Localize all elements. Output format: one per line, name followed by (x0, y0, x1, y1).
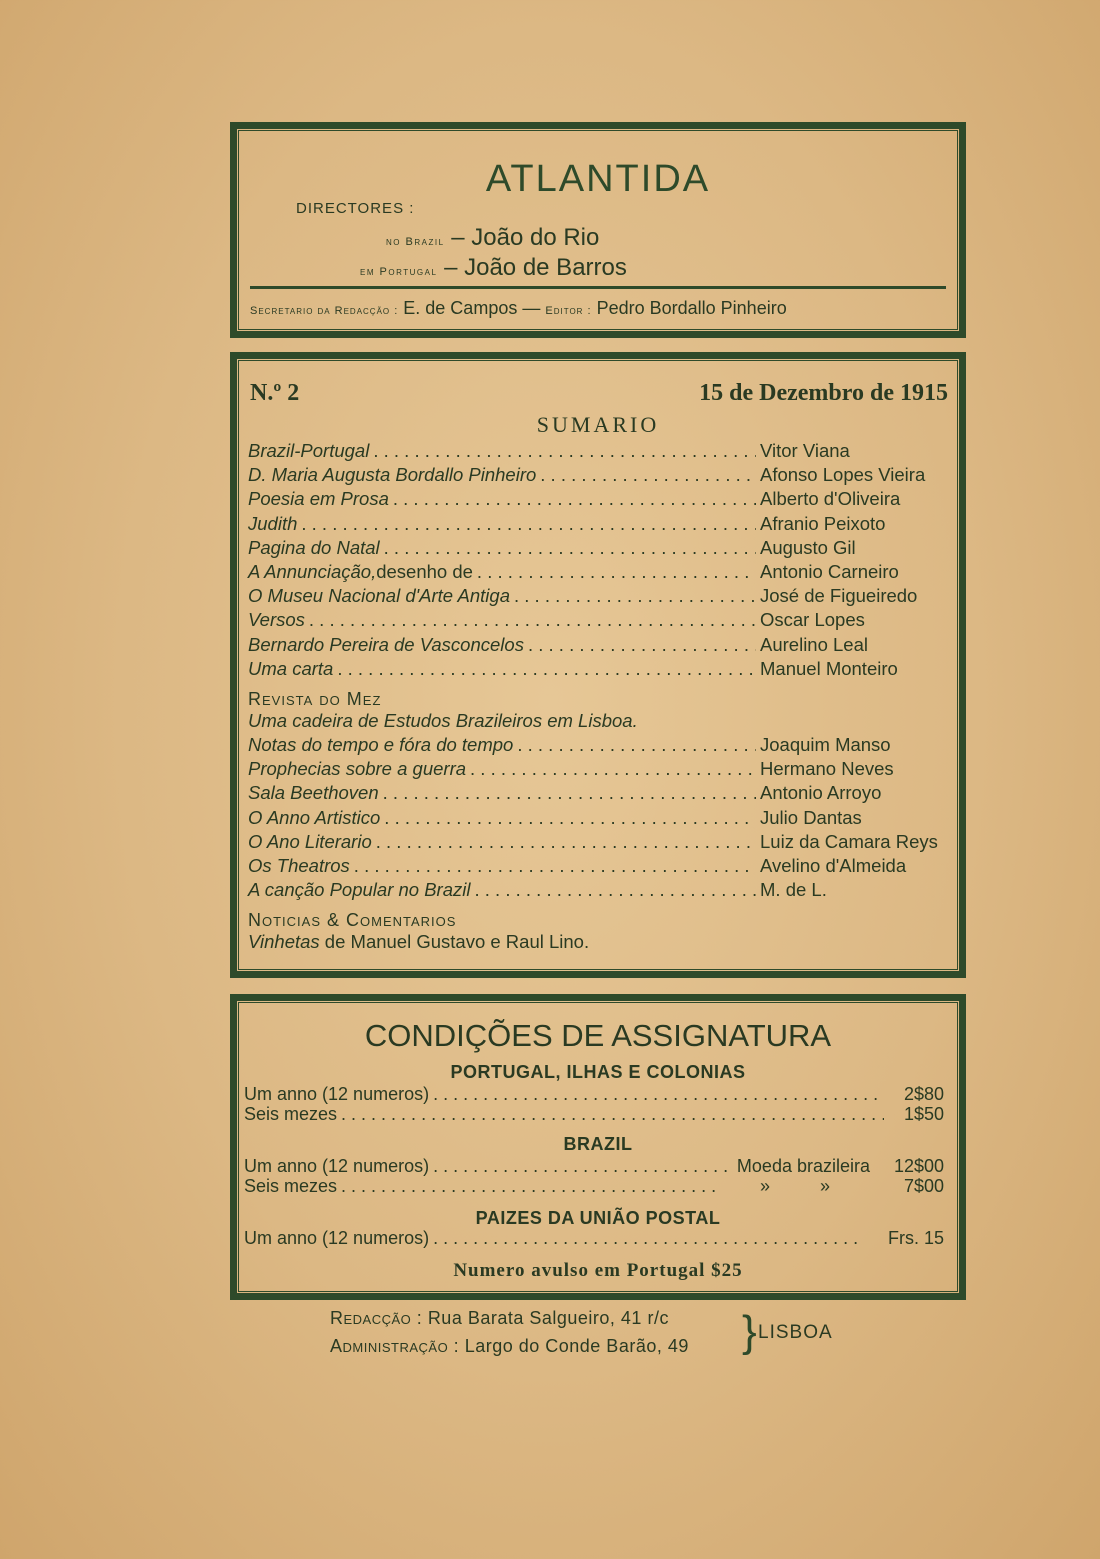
header-rule (250, 286, 946, 289)
price-row (244, 1084, 944, 1106)
sumario-heading: SUMARIO (536, 412, 660, 437)
leader-dots (301, 513, 756, 535)
admin-address (330, 1336, 689, 1357)
toc-author: Vitor Viana (760, 440, 850, 461)
toc-author: Hermano Neves (760, 758, 894, 780)
redaccao-addr: Rua Barata Salgueiro, 41 r/c (427, 1308, 669, 1328)
leader-dots (528, 634, 756, 656)
directores-label: DIRECTORES : (296, 200, 415, 217)
toc-title: Uma cadeira de Estudos Brazileiros em Lisboa. (248, 709, 638, 731)
toc-author: Antonio Arroyo (760, 782, 882, 804)
toc-author: Joaquim Manso (760, 734, 891, 756)
toc-title: Uma carta (248, 657, 334, 679)
editor-label: Editor : (545, 305, 592, 317)
toc-author: Alberto d'Oliveira (760, 488, 901, 510)
toc-entry (248, 658, 950, 682)
redaccao-address (330, 1308, 669, 1329)
toc-author: M. de L. (760, 879, 827, 901)
leader-dots (433, 1156, 733, 1177)
secretario-name: E. de Campos (403, 298, 518, 318)
toc-entry (248, 585, 950, 609)
toc-entry (248, 634, 950, 658)
brazil-heading: BRAZIL (563, 1134, 633, 1154)
toc-author: Oscar Lopes (760, 609, 865, 631)
toc-author: Augusto Gil (760, 536, 856, 558)
toc-author: José de Figueiredo (760, 585, 918, 607)
toc-author: Afonso Lopes Vieira (760, 464, 926, 486)
condicoes-frame (230, 994, 966, 1300)
vinhetas-rest: de Manuel Gustavo e Raul Lino. (319, 931, 590, 953)
leader-dots (354, 855, 756, 877)
uniao-heading: PAIZES DA UNIÃO POSTAL (475, 1208, 721, 1228)
brace-glyph: } (742, 1307, 757, 1356)
toc-title: O Anno Artistico (248, 806, 381, 828)
price-value: Frs. 15 (887, 1228, 944, 1248)
editor-name: Pedro Bordallo Pinheiro (596, 298, 787, 318)
redaccao-label: Redacção : (330, 1308, 423, 1328)
toc-title: A Annunciação, (248, 560, 377, 582)
issue-number: N.º 2 (250, 380, 300, 406)
toc-author: Avelino d'Almeida (760, 855, 907, 876)
toc-entry (248, 488, 950, 512)
toc-entry (248, 855, 950, 879)
price-value: 1$50 (903, 1104, 944, 1124)
revista-heading (248, 682, 950, 710)
toc-title: Notas do tempo e fóra do tempo (248, 734, 514, 756)
sumario-frame (230, 352, 966, 978)
director-region: em Portugal (360, 266, 438, 278)
price-row (244, 1228, 944, 1250)
leader-dots (373, 440, 756, 462)
leader-dots (376, 831, 756, 853)
leader-dots (383, 782, 756, 804)
price-row (244, 1104, 944, 1126)
toc-entry (248, 561, 950, 585)
toc-entry (248, 758, 950, 782)
issue-line (250, 380, 948, 407)
secretario-label: Secretario da Redacção : (250, 305, 399, 317)
toc-author: Manuel Monteiro (760, 657, 898, 679)
toc-entry (248, 879, 950, 903)
price-value: 7$00 (903, 1176, 944, 1196)
toc-entry (248, 734, 950, 758)
price-value: 2$80 (903, 1084, 944, 1104)
toc-list (248, 440, 950, 956)
revista-intro (248, 710, 950, 734)
toc-entry (248, 831, 950, 855)
toc-author: Julio Dantas (760, 806, 862, 828)
toc-title: Sala Beethoven (248, 782, 379, 804)
director-region: no Brazil (386, 236, 445, 248)
leader-dots (470, 758, 756, 780)
leader-dots (384, 807, 756, 829)
price-row (244, 1156, 944, 1178)
leader-dots (341, 1104, 884, 1125)
toc-entry (248, 464, 950, 488)
leader-dots (384, 537, 756, 559)
director-name: João do Rio (471, 224, 600, 251)
condicoes-title: CONDIÇÕES DE ASSIGNATURA (364, 1018, 832, 1053)
toc-author: Afranio Peixoto (760, 512, 886, 534)
leader-dots (474, 879, 756, 901)
toc-entry (248, 513, 950, 537)
toc-entry (248, 807, 950, 831)
noticias-heading (248, 903, 950, 931)
toc-suffix: desenho de (376, 560, 473, 582)
director-brazil (232, 224, 1100, 252)
admin-label: Administração : (330, 1336, 460, 1356)
leader-dots (433, 1084, 884, 1105)
director-portugal (232, 254, 1092, 282)
toc-title: Judith (248, 512, 298, 534)
dash: – (451, 224, 472, 251)
toc-author: Luiz da Camara Reys (760, 830, 938, 852)
masthead-frame (230, 122, 966, 338)
secretario-line (250, 298, 950, 319)
toc-entry (248, 609, 950, 633)
toc-title: A canção Popular no Brazil (248, 879, 471, 901)
price-label: Um anno (12 numeros) (244, 1084, 430, 1104)
em-dash: — (522, 298, 546, 318)
leader-dots (477, 561, 756, 583)
leader-dots (341, 1176, 716, 1197)
price-label: Seis mezes (244, 1176, 338, 1196)
leader-dots (540, 464, 756, 486)
revista-heading-text: Revista do Mez (248, 688, 382, 709)
leader-dots (393, 488, 756, 510)
toc-title: Os Theatros (248, 855, 350, 876)
price-label: Um anno (12 numeros) (244, 1228, 430, 1248)
magazine-title: ATLANTIDA (485, 158, 711, 200)
price-value: 12$00 (893, 1156, 944, 1176)
toc-title: O Ano Literario (248, 830, 372, 852)
issue-date: 15 de Dezembro de 1915 (699, 380, 948, 406)
currency-note: Moeda brazileira (736, 1156, 870, 1176)
leader-dots (514, 585, 756, 607)
price-row (244, 1176, 944, 1198)
toc-author: Aurelino Leal (760, 633, 868, 655)
toc-title: O Museu Nacional d'Arte Antiga (248, 585, 510, 607)
toc-title: Poesia em Prosa (248, 488, 389, 510)
director-name: João de Barros (464, 254, 627, 281)
city-name: LISBOA (758, 1322, 833, 1343)
toc-title: Versos (248, 609, 305, 631)
toc-title: Bernardo Pereira de Vasconcelos (248, 633, 524, 655)
leader-dots (517, 734, 756, 756)
vinhetas-italic: Vinhetas (248, 931, 320, 953)
toc-title: Prophecias sobre a guerra (248, 758, 467, 780)
toc-title: Brazil-Portugal (248, 440, 370, 461)
toc-author: Antonio Carneiro (760, 560, 899, 582)
noticias-heading-text: Noticias & Comentarios (248, 910, 457, 931)
price-label: Seis mezes (244, 1104, 338, 1124)
admin-addr: Largo do Conde Barão, 49 (464, 1336, 689, 1356)
leader-dots (309, 609, 756, 631)
price-label: Um anno (12 numeros) (244, 1156, 430, 1176)
toc-entry (248, 782, 950, 806)
vinhetas-line (248, 931, 950, 955)
toc-title: Pagina do Natal (248, 536, 380, 558)
dash: – (444, 254, 465, 281)
leader-dots (337, 658, 756, 680)
leader-dots (433, 1228, 860, 1249)
toc-entry (248, 537, 950, 561)
ditto-marks: » » (759, 1176, 831, 1196)
numero-avulso: Numero avulso em Portugal $25 (453, 1260, 743, 1281)
toc-title: D. Maria Augusta Bordallo Pinheiro (248, 464, 537, 486)
portugal-heading: PORTUGAL, ILHAS E COLONIAS (450, 1062, 746, 1082)
toc-entry (248, 440, 950, 464)
